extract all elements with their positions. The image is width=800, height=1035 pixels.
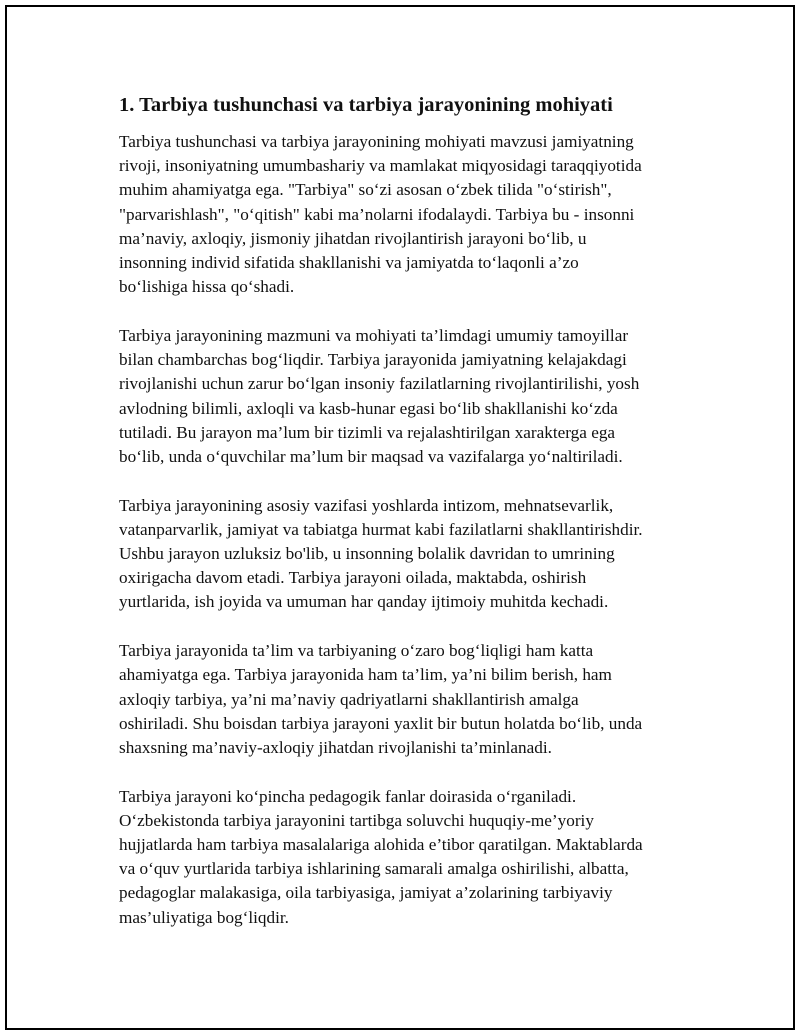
text-line: hujjatlarda ham tarbiya masalalariga alohida e’tibor qaratilgan. Maktablarda <box>119 835 643 855</box>
paragraph <box>119 324 699 469</box>
text-line: Tarbiya jarayonida ta’lim va tarbiyaning o‘zaro bog‘liqligi ham katta <box>119 641 594 661</box>
text-line: Tarbiya jarayonining mazmuni va mohiyati ta’limdagi umumiy tamoyillar <box>119 325 629 345</box>
text-line: "parvarishlash", "o‘qitish" kabi ma’nolarni ifodalaydi. Tarbiya bu - insonni <box>119 204 635 224</box>
text-line: O‘zbekistonda tarbiya jarayonini tartibga soluvchi huquqiy-me’yoriy <box>119 810 594 830</box>
text-line: insonning individ sifatida shakllanishi va jamiyatda to‘laqonli a’zo <box>119 253 579 273</box>
text-line: vatanparvarlik, jamiyat va tabiatga hurmat kabi fazilatlarni shakllantirishdir. <box>119 519 643 539</box>
text-line: oshiriladi. Shu boisdan tarbiya jarayoni yaxlit bir butun holatda bo‘lib, unda <box>119 713 643 733</box>
text-line: rivojlanishi uchun zarur bo‘lgan insoniy fazilatlarning rivojlantirilishi, yosh <box>119 374 640 394</box>
text-line: bo‘lib, unda o‘quvchilar ma’lum bir maqsad va vazifalarga yo‘naltiriladi. <box>119 446 623 466</box>
text-line: muhim ahamiyatga ega. "Tarbiya" so‘zi asosan o‘zbek tilida "o‘stirish", <box>119 180 612 200</box>
text-line: axloqiy tarbiya, ya’ni ma’naviy qadriyatlarni shakllantirish amalga <box>119 689 579 709</box>
paragraph <box>119 639 699 760</box>
text-line: Tarbiya tushunchasi va tarbiya jarayonining mohiyati mavzusi jamiyatning <box>119 132 634 151</box>
paragraph <box>119 785 699 930</box>
text-line: Tarbiya jarayoni ko‘pincha pedagogik fanlar doirasida o‘rganiladi. <box>119 786 577 806</box>
paragraph <box>119 130 699 299</box>
text-line: pedagoglar malakasiga, oila tarbiyasiga, jamiyat a’zolarining tarbiyaviy <box>119 883 613 903</box>
text-line: Ushbu jarayon uzluksiz bo'lib, u insonning bolalik davridan to umrining <box>119 544 615 564</box>
text-line: ahamiyatga ega. Tarbiya jarayonida ham ta’lim, ya’ni bilim berish, ham <box>119 665 612 685</box>
document-body <box>119 92 699 930</box>
text-line: avlodning bilimli, axloqli va kasb-hunar egasi bo‘lib shakllanishi ko‘zda <box>119 398 618 418</box>
text-line: mas’uliyatiga bog‘liqdir. <box>119 907 289 927</box>
text-line: shaxsning ma’naviy-axloqiy jihatdan rivojlanishi ta’minlanadi. <box>119 737 552 757</box>
text-line: va o‘quv yurtlarida tarbiya ishlarining samarali amalga oshirilishi, albatta, <box>119 859 629 879</box>
text-line: yurtlarida, ish joyida va umuman har qanday ijtimoiy muhitda kechadi. <box>119 592 609 612</box>
text-line: bilan chambarchas bog‘liqdir. Tarbiya jarayonida jamiyatning kelajakdagi <box>119 350 627 370</box>
text-line: bo‘lishiga hissa qo‘shadi. <box>119 277 295 297</box>
text-line: tutiladi. Bu jarayon ma’lum bir tizimli va rejalashtirilgan xarakterga ega <box>119 422 616 442</box>
text-line: oxirigacha davom etadi. Tarbiya jarayoni oilada, maktabda, oshirish <box>119 568 587 588</box>
text-line: Tarbiya jarayonining asosiy vazifasi yoshlarda intizom, mehnatsevarlik, <box>119 495 614 515</box>
text-line: ma’naviy, axloqiy, jismoniy jihatdan rivojlantirish jarayoni bo‘lib, u <box>119 228 587 248</box>
page-title: 1. Tarbiya tushunchasi va tarbiya jarayonining mohiyati <box>119 94 613 116</box>
text-line: rivoji, insoniyatning umumbashariy va mamlakat miqyosidagi taraqqiyotida <box>119 156 642 176</box>
paragraph <box>119 494 699 615</box>
